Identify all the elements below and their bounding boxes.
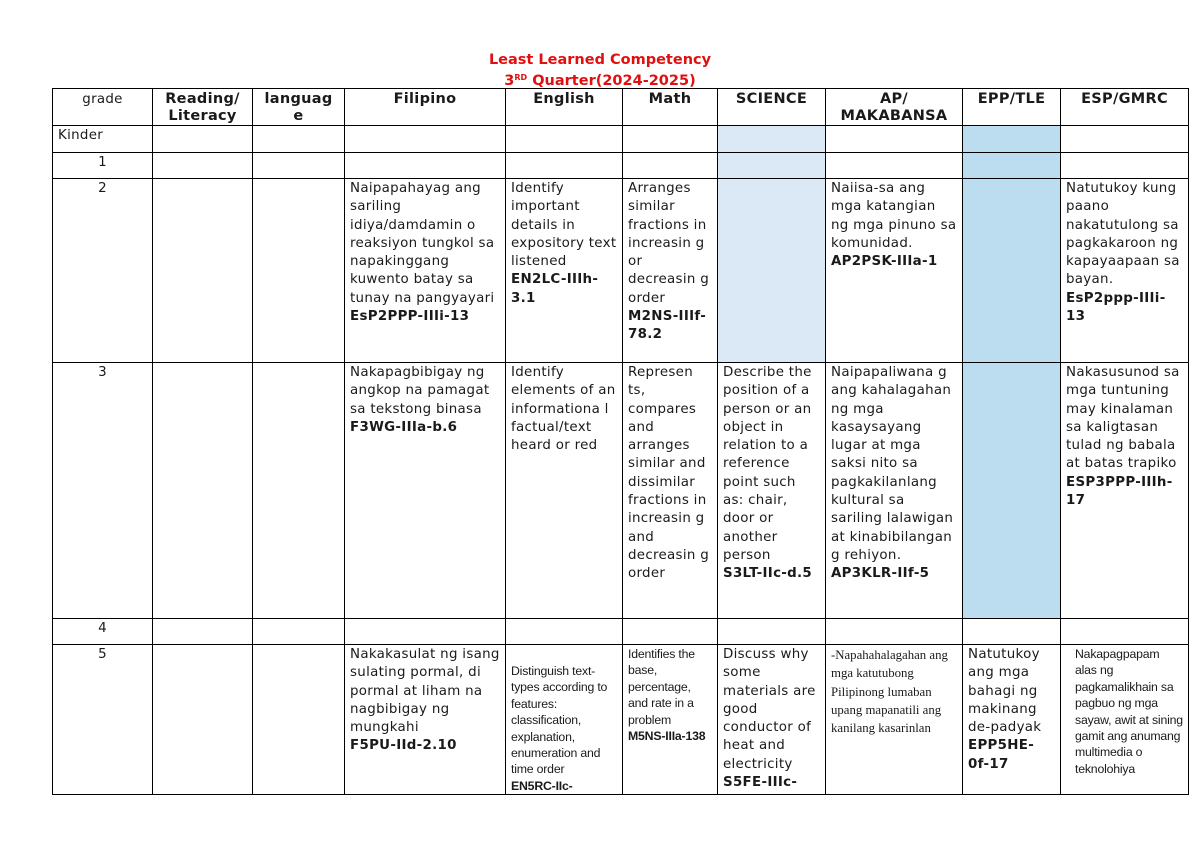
grade-cell: 1 — [53, 153, 153, 179]
grade-cell: 2 — [53, 179, 153, 363]
ap-cell: Naipapaliwana g ang kahalagahan ng mga kasaysayang lugar at mga saksi nito sa pagkakilanlang kultural sa sariling lalawigan at kinabibilangan g rehiyon. AP3KLR-IIf-5 — [826, 363, 963, 619]
math-cell: Represen ts, compares and arranges similar and dissimilar fractions in increasin g and decreasin g order — [623, 363, 718, 619]
math-cell: Identifies the base, percentage, and rate in a problem M5NS-IIIa-138 — [623, 645, 718, 795]
header-language: languag e — [253, 89, 345, 126]
header-science: SCIENCE — [718, 89, 826, 126]
header-esp-gmrc: ESP/GMRC — [1061, 89, 1189, 126]
filipino-cell: Naipapahayag ang sariling idiya/damdamin o reaksiyon tungkol sa napakinggang kuwento batay sa tunay na pangyayari EsP2PPP-IIIi-13 — [345, 179, 506, 363]
quarter-number: 3 — [504, 73, 515, 89]
grade-cell: 3 — [53, 363, 153, 619]
esp-cell: Nakasusunod sa mga tuntuning may kinalaman sa kaligtasan tulad ng babala at batas trapiko ESP3PPP-IIIh-17 — [1061, 363, 1189, 619]
table-row — [53, 179, 1189, 363]
header-math: Math — [623, 89, 718, 126]
document-title: Least Learned Competency — [488, 52, 712, 68]
math-cell: Arranges similar fractions in increasin g or decreasin g order M2NS-IIIf-78.2 — [623, 179, 718, 363]
epp-cell: Natutukoy ang mga bahagi ng makinang de-padyak EPP5HE-0f-17 — [963, 645, 1061, 795]
table-row — [53, 645, 1189, 795]
competency-table — [52, 88, 1189, 795]
english-cell: Identify important details in expository text listened EN2LC-IIIh-3.1 — [506, 179, 623, 363]
table-row — [53, 126, 1189, 153]
header-reading-literacy: Reading/ Literacy — [153, 89, 253, 126]
science-cell: Discuss why some materials are good conductor of heat and electricity S5FE-IIIc- — [718, 645, 826, 795]
ap-cell: -Napahahalagahan ang mga katutubong Pilipinong lumaban upang mapanatili ang kanilang kasarinlan — [826, 645, 963, 795]
filipino-cell: Nakapagbibigay ng angkop na pamagat sa tekstong binasa F3WG-IIIa-b.6 — [345, 363, 506, 619]
esp-cell: Nakapagpapam alas ng pagkamalikhain sa pagbuo ng mga sayaw, awit at sining gamit ang anumang multimedia o teknolohiya — [1061, 645, 1189, 795]
header-row — [53, 89, 1189, 126]
header-grade: grade — [53, 89, 153, 126]
grade-cell: Kinder — [53, 126, 153, 153]
esp-cell: Natutukoy kung paano nakatutulong sa pagkakaroon ng kapayaapaan sa bayan. EsP2ppp-IIIi-13 — [1061, 179, 1189, 363]
document-subtitle — [0, 69, 1200, 90]
ap-cell: Naiisa-sa ang mga katangian ng mga pinuno sa komunidad. AP2PSK-IIIa-1 — [826, 179, 963, 363]
science-cell: Describe the position of a person or an object in relation to a reference point such as: chair, door or another person S3LT-IIc-d.5 — [718, 363, 826, 619]
english-cell: Identify elements of an informationa l factual/text heard or red — [506, 363, 623, 619]
header-epp-tle: EPP/TLE — [963, 89, 1061, 126]
english-cell: Distinguish text-types according to features: classification, explanation, enumeration and time order EN5RC-IIc- — [506, 645, 623, 795]
quarter-suffix: RD — [514, 73, 528, 82]
quarter-label: Quarter(2024-2025) — [527, 73, 696, 89]
table-row — [53, 153, 1189, 179]
header-ap-makabansa: AP/ MAKABANSA — [826, 89, 963, 126]
grade-cell: 4 — [53, 619, 153, 645]
table-row — [53, 619, 1189, 645]
filipino-cell: Nakakasulat ng isang sulating pormal, di pormal at liham na nagbibigay ng mungkahi F5PU-IId-2.10 — [345, 645, 506, 795]
table-row — [53, 363, 1189, 619]
header-filipino: Filipino — [345, 89, 506, 126]
grade-cell: 5 — [53, 645, 153, 795]
header-english: English — [506, 89, 623, 126]
